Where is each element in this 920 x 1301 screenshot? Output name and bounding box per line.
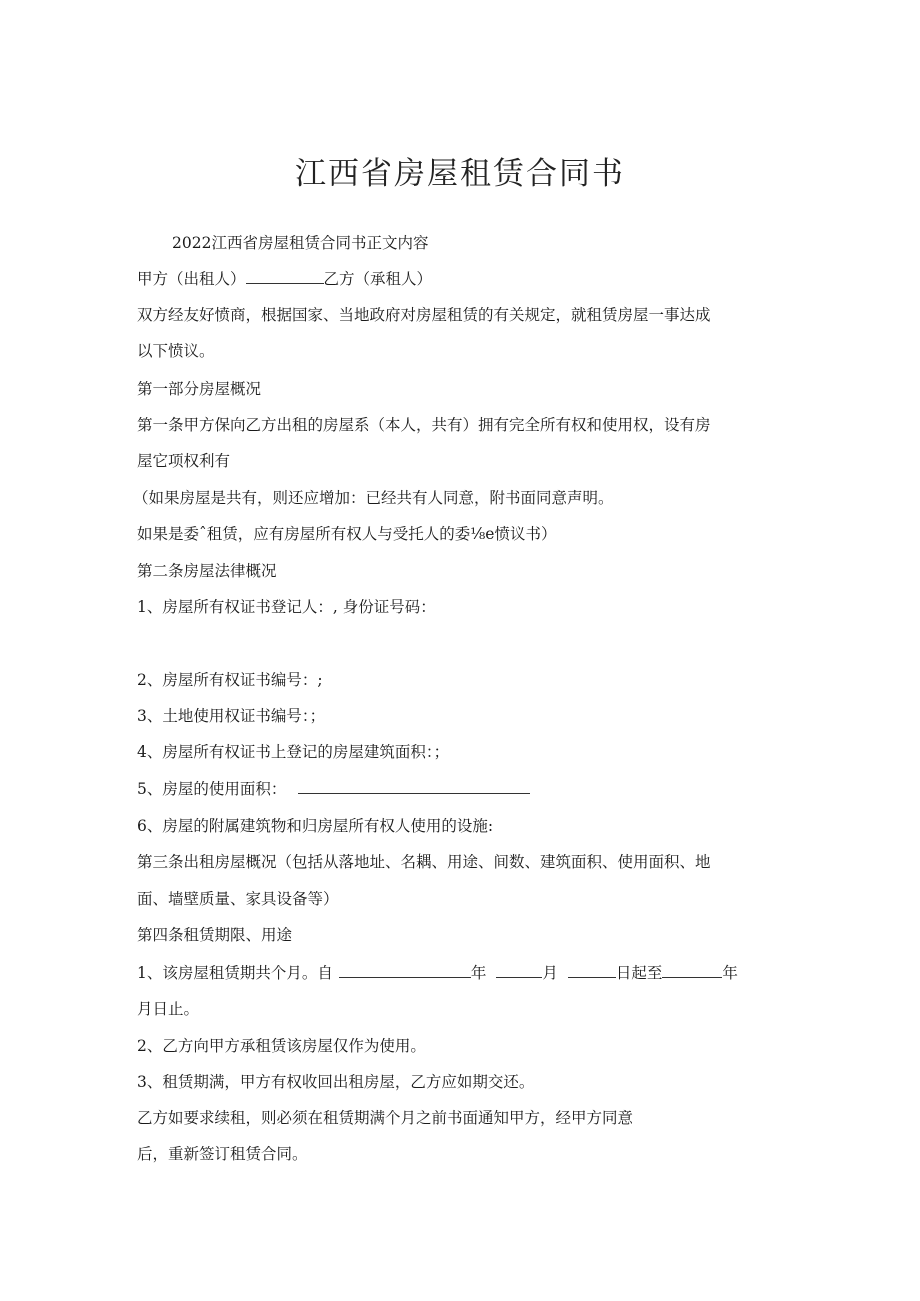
list-item: 3、土地使用权证书编号：； bbox=[137, 707, 326, 725]
paragraph-line: （如果房屋是共有，则还应增加：已经共有人同意，附书面同意声明。 bbox=[133, 489, 614, 507]
paragraph-line: 双方经友好愤商，根据国家、当地政府对房屋租赁的有关规定，就租赁房屋一事达成 bbox=[137, 306, 711, 324]
party-line bbox=[137, 269, 787, 289]
paragraph-line: 第三条出租房屋概况（包括从落地址、名耦、用途、间数、建筑面积、使用面积、地 bbox=[137, 853, 711, 871]
paragraph-line: 面、墙壁质量、家具设备等） bbox=[137, 890, 339, 908]
list-item: 1、房屋所有权证书登记人：, 身份证号码： bbox=[137, 598, 436, 616]
start-month-blank bbox=[496, 963, 542, 978]
paragraph-line: 如果是委ˆ租赁，应有房屋所有权人与受托人的委⅛e愤议书） bbox=[137, 525, 557, 543]
year-label: 年 bbox=[470, 964, 487, 982]
list-item: 3、租赁期满，甲方有权收回出租房屋，乙方应如期交还。 bbox=[137, 1073, 535, 1091]
section-heading: 第一部分房屋概况 bbox=[137, 380, 262, 398]
party-a-blank bbox=[246, 269, 324, 284]
party-b-label: 乙方（承租人） bbox=[323, 270, 433, 288]
paragraph-line: 后，重新签订租赁合同。 bbox=[137, 1145, 308, 1163]
list-item: 2、乙方向甲方承租赁该房屋仅作为使用。 bbox=[137, 1037, 426, 1055]
list-item: 6、房屋的附属建筑物和归房屋所有权人使用的设施: bbox=[137, 817, 494, 835]
start-year-blank bbox=[339, 963, 471, 978]
paragraph-line: 第一条甲方保向乙方出租的房屋系（本人，共有）拥有完全所有权和使用权，设有房 bbox=[137, 416, 711, 434]
subtitle-line: 2022江西省房屋租赁合同书正文内容 bbox=[172, 234, 429, 252]
list-item: 4、房屋所有权证书上登记的房屋建筑面积：； bbox=[137, 743, 450, 761]
year-label: 年 bbox=[722, 964, 738, 982]
lease-term-label: 1、该房屋租赁期共个月。自 bbox=[137, 964, 333, 982]
article-heading: 第二条房屋法律概况 bbox=[137, 562, 277, 580]
list-item: 2、房屋所有权证书编号：; bbox=[137, 671, 323, 689]
usable-area-label: 5、房屋的使用面积： bbox=[137, 780, 287, 798]
paragraph-line: 月日止。 bbox=[137, 1000, 200, 1018]
month-label: 月 bbox=[542, 964, 558, 982]
paragraph-line: 屋它项权利有 bbox=[137, 452, 231, 470]
document-title: 江西省房屋租赁合同书 bbox=[295, 156, 625, 192]
paragraph-line: 乙方如要求续租，则必须在租赁期满个月之前书面通知甲方，经甲方同意 bbox=[137, 1109, 634, 1127]
start-day-blank bbox=[568, 963, 616, 978]
list-item bbox=[137, 779, 787, 799]
lease-term-line bbox=[137, 963, 787, 983]
usable-area-blank bbox=[298, 779, 530, 794]
day-from-to-label: 日起至 bbox=[615, 964, 663, 982]
end-year-blank bbox=[662, 963, 722, 978]
article-heading: 第四条租赁期限、用途 bbox=[137, 926, 293, 944]
party-a-label: 甲方（出租人） bbox=[137, 270, 246, 288]
paragraph-line: 以下愤议。 bbox=[137, 342, 215, 360]
